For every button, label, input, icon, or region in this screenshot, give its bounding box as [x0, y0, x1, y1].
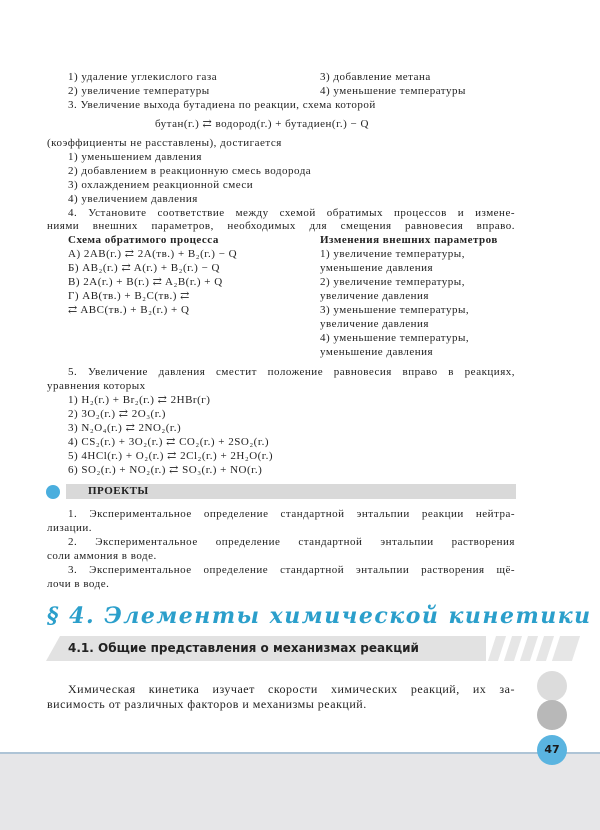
- q2-option-1: 1) удаление углекислого газа: [68, 71, 218, 83]
- q4-right-header: Изменения внешних параметров: [320, 234, 498, 246]
- decor-stripe: [520, 636, 538, 661]
- q4-text-2: ниями внешних параметров, необходимых для смещения равновесия вправо.: [47, 220, 515, 232]
- q4-left-header: Схема обратимого процесса: [68, 234, 219, 246]
- q5-option: 1) H₂(г.) + Br₂(г.) ⇄ 2HBr(г): [68, 394, 211, 406]
- q4-text-1: 4. Установите соответствие между схемой обратимых процессов и измене-: [68, 207, 515, 219]
- q2-option-3: 3) добавление метана: [320, 71, 431, 83]
- q5-option: 4) CS₂(г.) + 3O₂(г.) ⇄ CO₂(г.) + 2SO₂(г.): [68, 436, 270, 448]
- q4-change: 1) увеличение температуры,: [320, 248, 465, 260]
- q5-text-1: 5. Увеличение давления сместит положение равновесия вправо в реакциях,: [68, 366, 515, 378]
- project-2: 2. Экспериментальное определение стандартной энтальпии растворения: [68, 536, 515, 548]
- decor-stripe: [536, 636, 554, 661]
- project-1: 1. Экспериментальное определение стандартной энтальпии реакции нейтра-: [68, 508, 515, 520]
- section-title: § 4. Элементы химической кинетики: [47, 603, 592, 629]
- q5-text-2: уравнения которых: [47, 380, 146, 392]
- decor-stripe: [552, 636, 580, 661]
- q3-option: 2) добавлением в реакционную смесь водорода: [68, 165, 312, 177]
- project-3: 3. Экспериментальное определение стандартной энтальпии растворения щё-: [68, 564, 515, 576]
- q5-option: 6) SO₂(г.) + NO₂(г.) ⇄ SO₃(г.) + NO(г.): [68, 464, 263, 476]
- projects-title: ПРОЕКТЫ: [88, 485, 149, 497]
- subsection-title: 4.1. Общие представления о механизмах реакций: [68, 641, 419, 655]
- q4-change: 4) уменьшение температуры,: [320, 332, 470, 344]
- body-paragraph-2: висимость от различных факторов и механизмы реакций.: [47, 697, 367, 711]
- q2-option-4: 4) уменьшение температуры: [320, 85, 466, 97]
- q4-process: А) 2AB(г.) ⇄ 2A(тв.) + B₂(г.) − Q: [68, 248, 238, 260]
- project-3-cont: лочи в воде.: [47, 578, 110, 590]
- project-2-cont: соли аммония в воде.: [47, 550, 157, 562]
- q4-process: Б) AB₂(г.) ⇄ A(г.) + B₂(г.) − Q: [68, 262, 220, 274]
- decor-circle-dark: [537, 700, 567, 730]
- q3-option: 4) увеличением давления: [68, 193, 198, 205]
- q3-intro: 3. Увеличение выхода бутадиена по реакции, схема которой: [68, 99, 376, 111]
- q5-option: 3) N₂O₄(г.) ⇄ 2NO₂(г.): [68, 422, 182, 434]
- q3-continuation: (коэффициенты не расставлены), достигается: [47, 137, 282, 149]
- q3-option: 1) уменьшением давления: [68, 151, 202, 163]
- decor-stripe: [504, 636, 522, 661]
- page-number: 47: [537, 735, 567, 765]
- decor-circle-light: [537, 671, 567, 701]
- projects-bullet-icon: [46, 485, 60, 499]
- q4-process: В) 2A(г.) + B(г.) ⇄ A₂B(г.) + Q: [68, 276, 223, 288]
- project-1-cont: лизации.: [47, 522, 93, 534]
- q4-change: увеличение давления: [320, 290, 429, 302]
- q4-process: ⇄ ABC(тв.) + B₂(г.) + Q: [68, 304, 190, 316]
- q4-change: увеличение давления: [320, 318, 429, 330]
- body-paragraph-1: Химическая кинетика изучает скорости химических реакций, их за-: [68, 682, 515, 696]
- q4-change: 3) уменьшение температуры,: [320, 304, 470, 316]
- footer-area: [0, 754, 600, 830]
- q5-option: 2) 3O₂(г.) ⇄ 2O₃(г.): [68, 408, 166, 420]
- decor-stripe: [488, 636, 506, 661]
- q3-option: 3) охлаждением реакционной смеси: [68, 179, 254, 191]
- q4-process: Г) AB(тв.) + B₂C(тв.) ⇄: [68, 290, 190, 302]
- q4-change: уменьшение давления: [320, 346, 434, 358]
- q4-change: уменьшение давления: [320, 262, 434, 274]
- q5-option: 5) 4HCl(г.) + O₂(г.) ⇄ 2Cl₂(г.) + 2H₂O(г.): [68, 450, 273, 462]
- q3-equation: бутан(г.) ⇄ водород(г.) + бутадиен(г.) − Q: [155, 118, 369, 130]
- q2-option-2: 2) увеличение температуры: [68, 85, 210, 97]
- q4-change: 2) увеличение температуры,: [320, 276, 465, 288]
